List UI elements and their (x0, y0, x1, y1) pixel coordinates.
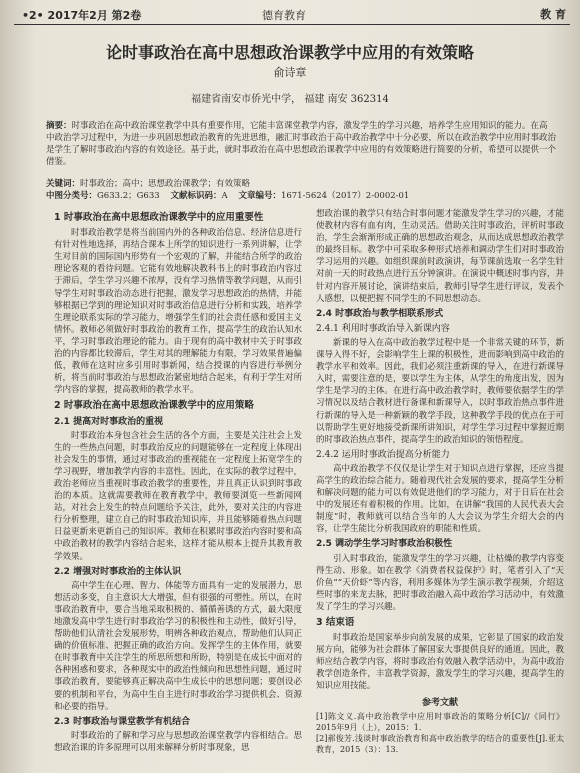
header-rule (14, 24, 570, 25)
right-column (316, 208, 564, 755)
left-column (54, 208, 302, 754)
classification-line (46, 190, 556, 202)
section-2-4-2-heading: 2.4.2 运用时事政治提高分析能力 (316, 449, 450, 460)
section-2-5-heading: 2.5 调动学生学习时事政治积极性 (316, 539, 453, 550)
continued-paragraph: 想政治课的教学只有结合时事问题才能激发学生学习的兴趣，才能使教材内容有血有肉，生动灵活。借助关注时事政治，评析时事政治，学生会渐渐形成正确的思想政治观念，从而达成思想政治教学的最终目标。教学中可采取多种形式培养和调动学生们对时事政治学习运用的兴趣。如组织课前时政演讲，每节课前选取一名学生针对前一天的时政热点进行五分钟演讲。在演说中概述时事内容，并针对内容开展讨论，演讲结束后，教师引导学生进行评议，发表个人感想，以便把握不同学生的不同思想动态。 (316, 209, 564, 304)
section-2-2-heading: 2.2 增强对时事政治的主体认识 (54, 566, 182, 577)
article-title: 论时事政治在高中思想政治课教学中应用的有效策略 (105, 43, 474, 62)
references-heading: 参考文献 (421, 697, 458, 708)
clc-value: G633.2；G633 (97, 191, 160, 201)
section-2-5-paragraph: 引入时事政治，能激发学生的学习兴趣，让枯燥的教学内容变得生动、形象。如在教学《消费者权益保护》时，笔者引入了“天价鱼”“天价虾”等内容，利用多媒体为学生演示教学视频，介绍这些时事的来龙去脉，把时事政治融入高中政治学习活动中，有效激发了学生的学习兴趣。 (316, 553, 564, 612)
keywords-line (46, 178, 556, 190)
section-2-4-2-paragraph: 高中政治教学不仅仅是让学生对于知识点进行掌握，还应当提高学生的政治综合能力。随着现代社会发展的要求，提高学生分析和解决问题的能力可以有效促进他们的学习能力，对于日后在社会中的发展还有着积极的作用。比如，在讲解“我国的人民代表大会制度”时，教师就可以结合当年的人大会议为学生介绍大会的内容，让学生能比分析我国政府的职能和性质。 (316, 463, 564, 535)
section-2-2-paragraph: 高中学生在心理、智力、体能等方面具有一定的发展潜力，思想活动多变，自主意识大大增强，但有很强的可塑性。所以，在时事政治教育中，要合当地采取积极的、循循善诱的方式，最大限度地激发高中学生进行时事政治学习的积极性和主动性，做好引导，帮助他们认清社会发展形势，明辨各种政治观点，帮助他们认同正确的价值标准、把握正确的政治方向。发挥学生的主体作用，就要在时事教育中关注学生的所思所想和所盼，特别是在成长中面对的各种困惑和要求，各种现实中的政治性倾向和思想性问题，通过时事政治教育，要能够真正解决高中生成长中的思想问题；要创设必要的机制和平台，为高中生自主进行时事政治学习提供机会、资源和必要的指导。 (54, 580, 302, 712)
section-2-3-paragraph: 时事政治的了解和学习应与思想政治课堂教学内容相结合。思想政治课的许多原理可以用来解释分析时事现象，思 (54, 730, 302, 753)
doc-code-value: A (221, 191, 228, 201)
section-1-heading: 1 时事政治在高中思想政治课教学中的应用重要性 (54, 212, 264, 223)
header-section: 德育教育 (262, 9, 306, 22)
reference-item-2: [2]郝俊芳.浅谈时事政治教育和高中政治教学的结合的重要性[J].亚太教育，2015（3）：13. (316, 733, 564, 754)
header-issue: •2• 2017年2月 第2卷 (22, 9, 142, 22)
section-2-4-1-heading: 2.4.1 利用时事政治导入新课内容 (316, 323, 450, 334)
abstract-label: 摘要： (46, 121, 72, 131)
section-2-heading: 2 时事政治在高中思想政治课教学中的应用策略 (54, 400, 254, 412)
running-header (0, 0, 580, 26)
reference-item-1: [1]陈文义.高中政治教学中应用时事政治的策略分析[C]//《同行》2015年9月（上），2015：1. (316, 711, 564, 732)
article-meta (46, 178, 556, 202)
article-affiliation: 福建省南安市侨光中学， 福建 南安 362314 (191, 94, 389, 105)
article-no-label: 文章编号： (238, 191, 281, 201)
article-no-value: 1671-5624（2017）2-0002-01 (280, 191, 410, 201)
section-3-paragraph: 时事政治是国家举步向前发展的成果，它彰显了国家的政治发展方向，能够为社会群体了解国家大事提供良好的通道。因此，教师应结合教学内容，将时事政治有效融入教学活动中，为高中政治教学创造条件，丰富教学资源，激发学生的学习兴趣，提高学生的知识应用技能。 (316, 633, 564, 692)
article-author: 俞诗章 (273, 66, 307, 79)
section-2-4-1-paragraph: 新课的导入在高中政治教学过程中是一个非常关键的环节，新课导入得不好，会影响学生上课的积极性，进而影响到高中政治的教学水平和效率。因此，我们必须注重新课的导入，在进行新课导入时，需要注意的是，要以学生为主体，从学生的角度出发，因为学生是学习的主体。在进行高中政治教学时，教师要依据学生的学习情况以及结合教材进行备课和新课导入，以时事政治热点事件进行新课的导入是一种新颖的教学手段，这种教学手段的优点在于可以帮助学生更好地接受新课所讲知识，对学生学习过程中掌握近期的时事政治热点事件，提高学生的政治知识的领悟程度。 (316, 337, 564, 445)
header-journal: 教 育 (540, 8, 566, 21)
abstract-text: 时事政治在高中政治课堂教学中具有重要作用，它能丰富课堂教学内容，激发学生的学习兴趣，培养学生应用知识的能力。在高中政治学习过程中，为进一步巩固思想政治教育的先进思维，融汇时事政治于高中政治教学中十分必要，所以在政治教学中应用时事政治是学生了解时事政治内容的有效途径。基于此，就时事政治在高中思想政治课教学中应用的有效策略进行简要的分析，希望可以提供一个借鉴。 (46, 121, 557, 167)
abstract (46, 120, 556, 168)
keywords-label: 关键词： (46, 179, 81, 189)
section-2-1-heading: 2.1 提高对时事政治的重视 (54, 416, 164, 427)
section-2-4-heading: 2.4 时事政治与教学相联系形式 (316, 308, 444, 319)
section-3-heading: 3 结束语 (316, 617, 355, 628)
clc-label: 中图分类号： (46, 191, 98, 201)
keywords-text: 时事政治；高中；思想政治课教学；有效策略 (80, 179, 251, 189)
section-2-1-paragraph: 时事政治本身包含社会生活的各个方面，主要是关注社会上发生的一些热点问题，时事政治反应的问题能够在一定程度上体现出社会发生的事情，通过对事政治的重视能在一定程度上拓宽学生的学习视野，增加教学内容的丰富性。因此，在实际的教学过程中，政治老师应当重视时事政治教学的重要性，并且真正认识到时事政治的本质。这就需要教师在教育教学中，教师要浏览一些新闻网站，对社会上发生的特点问题给予关注，此外，要对关注的内容进行分析整理，建立自己的时事政治知识库，并且能够随着热点问题日益更新来更新自己的知识库。教师在积累时事政治内容时要和高中政治教材的教学内容结合起来，这样才能从根本上提升其教育教学效果。 (54, 430, 302, 562)
section-1-paragraph: 时事政治教学是将当前国内外的各种政治信息、经济信息进行有针对性地选择，再结合课本上所学的知识进行一系列讲解，让学生对目前的国际国内形势有一个宏观的了解，并能结合所学的政治理论客观的看待问题。它能有效地解决教科书上的时事政治内容过于滞后，学生学习兴趣不浓厚，没有学习热情等教学问题，从而引导学生对时事政治动态进行把握，激发学习思想政治的热情，并能够根据已学到的理论知识对时事政治信息进行分析和实践，培养学生理论联系实际的学习能力，增强学生们的社会责任感和爱国主义情怀。教师必须做好时事政治的教育工作，提高学生的政治认知水平，学习时事政治理论的能力。由于现有的高中教材中关于时事政治的内容都比较滞后，学生对其的理解能力有限，学习效果普遍偏低，教师在这时应多引用时事新闻，结合授课的内容进行举例分析，将当前时事政治与思想政治紧密地结合起来，有利于学生对所学内容的掌握，提高教师的教学水平。 (54, 228, 302, 396)
doc-code-label: 文献标识码： (170, 191, 222, 201)
section-2-3-heading: 2.3 时事政治与课堂教学有机结合 (54, 716, 191, 727)
